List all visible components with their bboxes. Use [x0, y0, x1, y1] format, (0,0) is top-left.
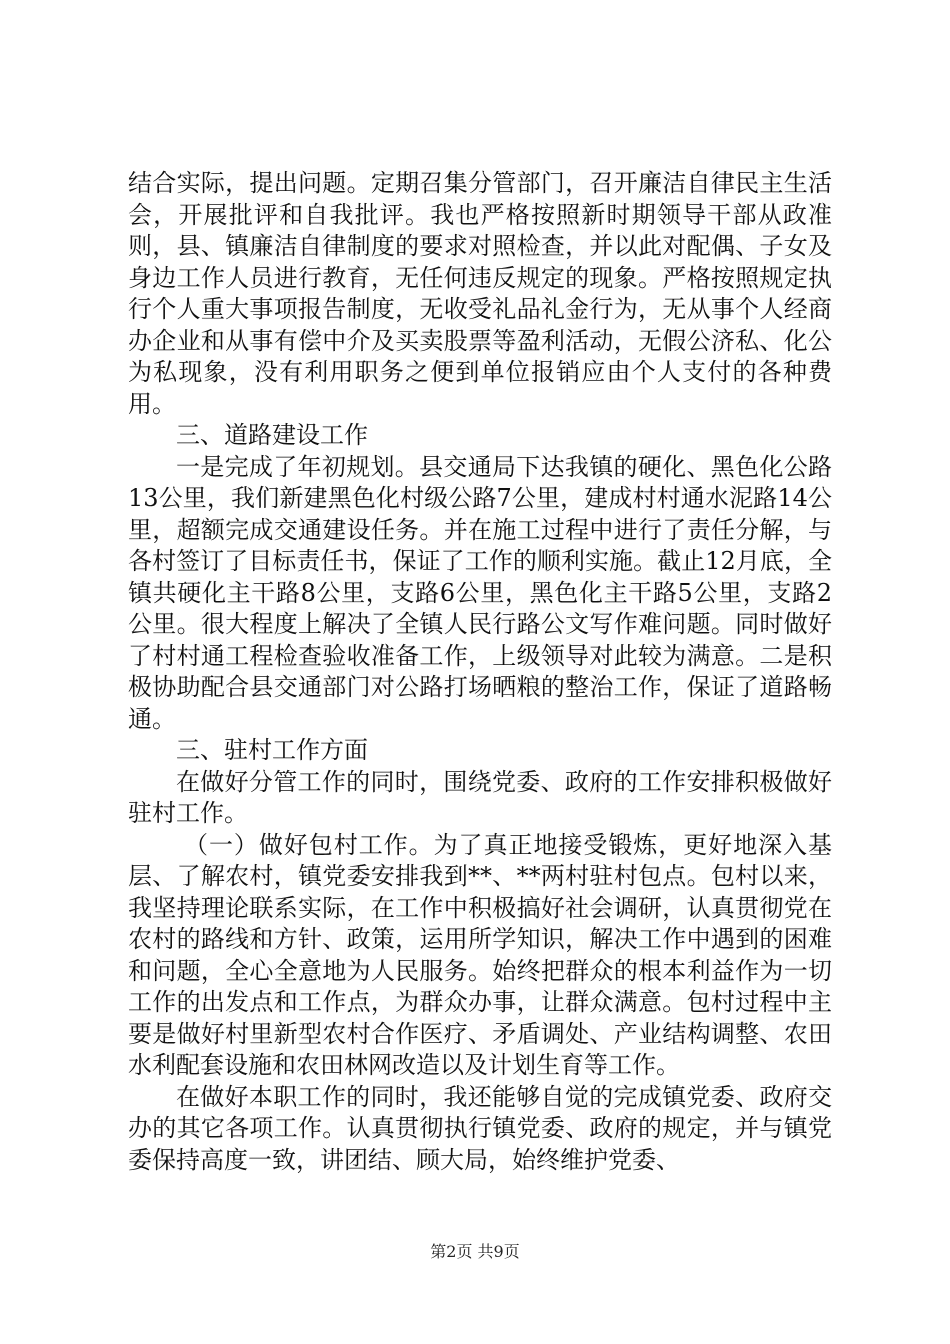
- paragraph-road-construction: 一是完成了年初规划。县交通局下达我镇的硬化、黑色化公路13公里，我们新建黑色化村级公路7公里，建成村村通水泥路14公里，超额完成交通建设任务。并在施工过程中进行了责任分解，与各村签订了目标责任书，保证了工作的顺利实施。截止12月底，全镇共硬化主干路8公里，支路6公里，黑色化主干路5公里，支路2公里。很大程度上解决了全镇人民行路公文写作难问题。同时做好了村村通工程检查验收准备工作，上级领导对此较为满意。二是积极协助配合县交通部门对公路打场晒粮的整治工作，保证了道路畅通。: [128, 452, 832, 733]
- paragraph-integrity-self-discipline: 结合实际，提出问题。定期召集分管部门，召开廉洁自律民主生活会，开展批评和自我批评。我也严格按照新时期领导干部从政准则，县、镇廉洁自律制度的要求对照检查，并以此对配偶、子女及身边工作人员进行教育，无任何违反规定的现象。严格按照规定执行个人重大事项报告制度，无收受礼品礼金行为，无从事个人经商办企业和从事有偿中介及买卖股票等盈利活动，无假公济私、化公为私现象，没有利用职务之便到单位报销应由个人支付的各种费用。: [128, 169, 832, 418]
- paragraph-village-contract-work: （一）做好包村工作。为了真正地接受锻炼，更好地深入基层、了解农村，镇党委安排我到**、**两村驻村包点。包村以来，我坚持理论联系实际，在工作中积极搞好社会调研，认真贯彻党在农村的路线和方针、政策，运用所学知识，解决工作中遇到的困难和问题，全心全意地为人民服务。始终把群众的根本利益作为一切工作的出发点和工作点，为群众办事，让群众满意。包村过程中主要是做好村里新型农村合作医疗、矛盾调处、产业结构调整、农田水利配套设施和农田林网改造以及计划生育等工作。: [128, 830, 832, 1079]
- paragraph-other-duties: 在做好本职工作的同时，我还能够自觉的完成镇党委、政府交办的其它各项工作。认真贯彻执行镇党委、政府的规定，并与镇党委保持高度一致，讲团结、顾大局，始终维护党委、: [128, 1082, 832, 1174]
- page-footer: [0, 1242, 950, 1262]
- section-heading-village-work: 三、驻村工作方面: [176, 736, 368, 764]
- paragraph-village-work-intro: 在做好分管工作的同时，围绕党委、政府的工作安排积极做好驻村工作。: [128, 767, 832, 827]
- section-heading-road-construction: 三、道路建设工作: [176, 421, 368, 449]
- page-number-label: 第2页 共9页: [430, 1242, 520, 1261]
- document-body: [128, 168, 832, 1176]
